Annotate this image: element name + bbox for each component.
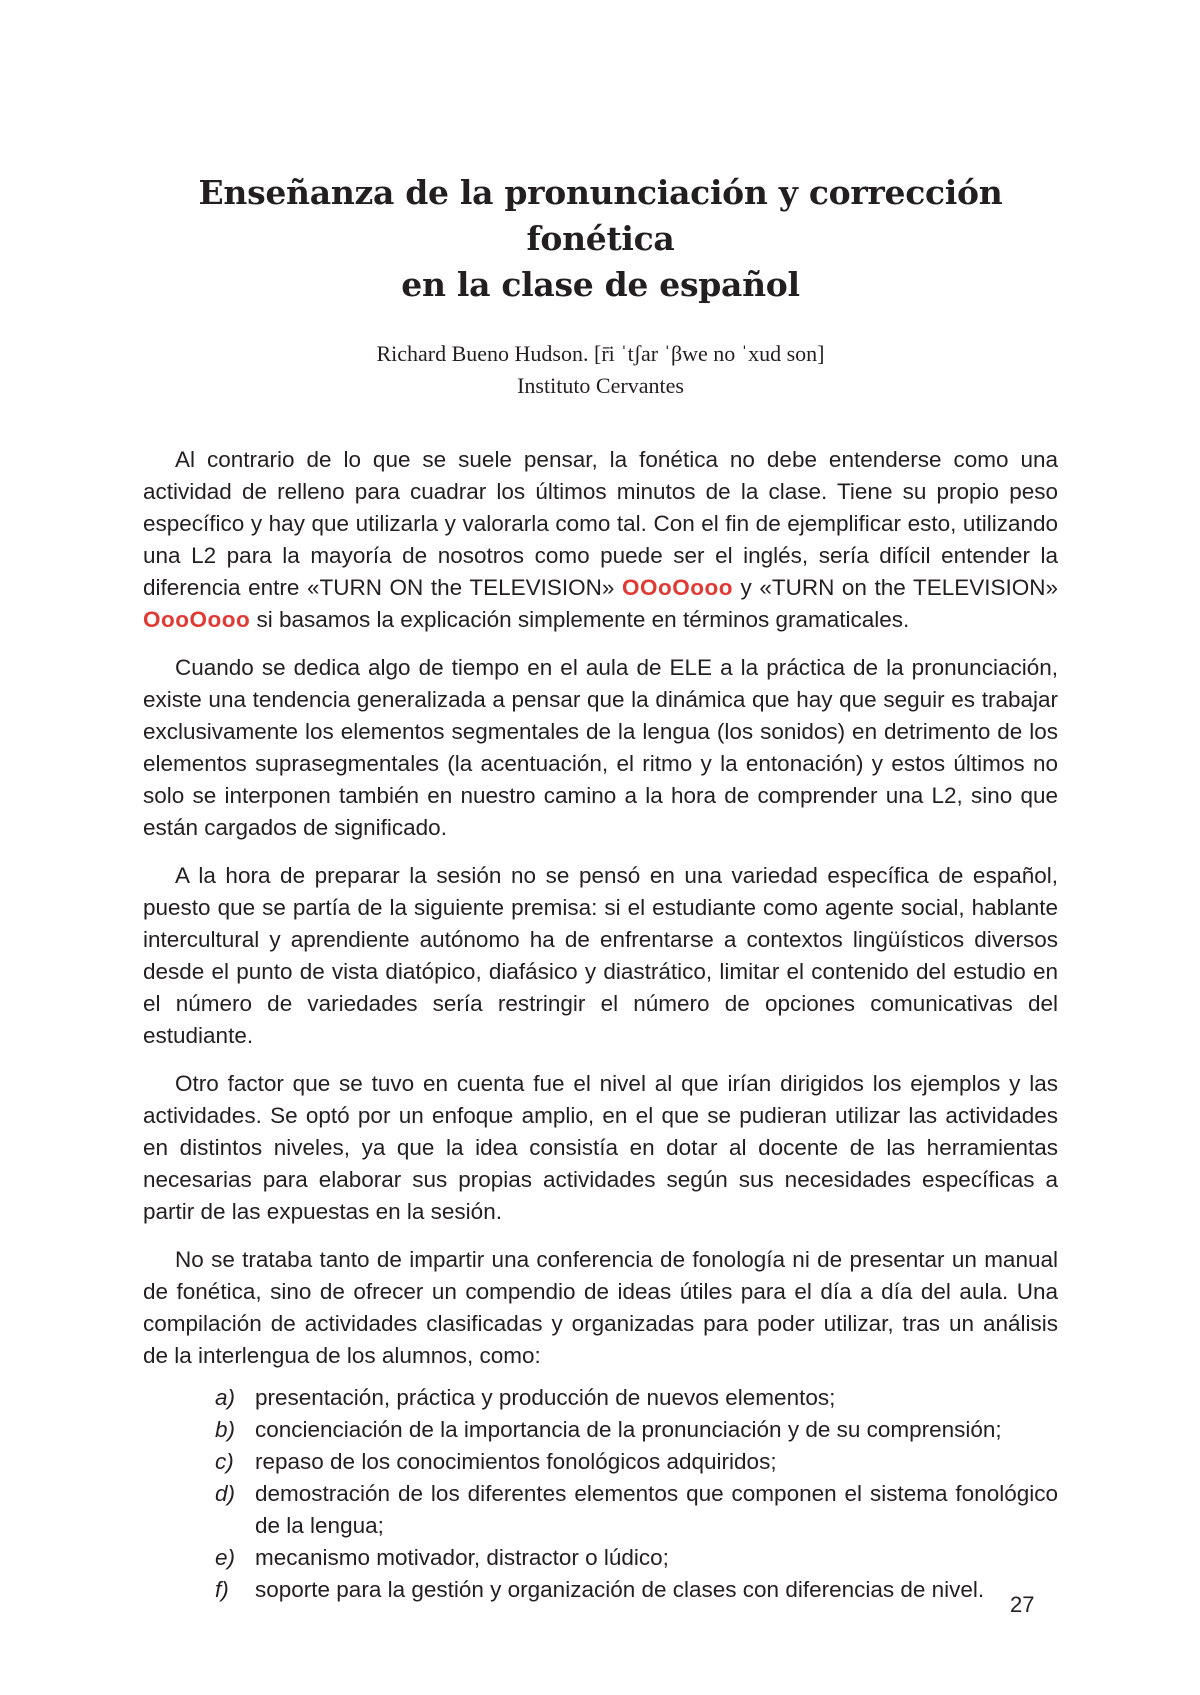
paragraph-1-text-b: y «TURN on the TELEVISION» [732, 575, 1058, 600]
list-item-text: demostración de los diferentes elementos que componen el sistema fonológico de la lengua; [255, 1481, 1058, 1538]
list-item-text: concienciación de la importancia de la pronunciación y de su comprensión; [255, 1417, 1002, 1442]
title-line-2: en la clase de español [401, 265, 800, 304]
stress-pattern-1: OOoOooo [621, 575, 733, 600]
list-item [143, 1574, 1058, 1606]
title-line-1: Enseñanza de la pronunciación y corrección fonética [198, 173, 1003, 258]
list-item-text: repaso de los conocimientos fonológicos adquiridos; [255, 1449, 777, 1474]
list-marker: f) [215, 1577, 229, 1602]
list-item [143, 1542, 1058, 1574]
author-institution: Instituto Cervantes [517, 373, 684, 398]
list-marker: b) [215, 1417, 236, 1442]
page-number: 27 [1010, 1592, 1035, 1617]
list-item [143, 1446, 1058, 1478]
article-title [143, 170, 1058, 308]
list-marker: d) [215, 1481, 236, 1506]
list-marker: e) [215, 1545, 236, 1570]
author-name: Richard Bueno Hudson. [r̄i ˈtʃar ˈβwe no ˈxud son] [376, 341, 825, 366]
list-item-text: presentación, práctica y producción de nuevos elementos; [255, 1385, 836, 1410]
author-block [143, 338, 1058, 402]
paragraph-1 [143, 444, 1058, 636]
usage-list [143, 1382, 1058, 1606]
list-item-text: soporte para la gestión y organización de clases con diferencias de nivel. [255, 1577, 985, 1602]
paragraph-1-text-a: Al contrario de lo que se suele pensar, la fonética no debe entenderse como una actividad de relleno para cuadrar los últimos minutos de la clase. Tiene su propio peso específico y hay que utilizarla y valorarla como tal. Con el fin de ejemplificar esto, utilizando una L2 para la mayoría de nosotros como puede ser el inglés, sería difícil entender la diferencia entre «TURN ON the TELEVISION» [143, 447, 1058, 600]
list-item [143, 1478, 1058, 1542]
list-item [143, 1414, 1058, 1446]
paragraph-3: A la hora de preparar la sesión no se pensó en una variedad específica de español, puesto que se partía de la siguiente premisa: si el estudiante como agente social, hablante intercultural y aprendiente autónomo ha de enfrentarse a contextos lingüísticos diversos desde el punto de vista diatópico, diafásico y diastrático, limitar el contenido del estudio en el número de variedades sería restringir el número de opciones comunicativas del estudiante. [143, 863, 1058, 1048]
stress-pattern-2: OooOooo [143, 607, 251, 632]
paragraph-1-text-c: si basamos la explicación simplemente en términos gramaticales. [250, 607, 910, 632]
document-page [143, 170, 1058, 1606]
list-marker: a) [215, 1385, 236, 1410]
paragraph-5: No se trataba tanto de impartir una conferencia de fonología ni de presentar un manual de fonética, sino de ofrecer un compendio de ideas útiles para el día a día del aula. Una compilación de actividades clasificadas y organizadas para poder utilizar, tras un análisis de la interlengua de los alumnos, como: [143, 1247, 1058, 1368]
list-marker: c) [215, 1449, 234, 1474]
paragraph-2: Cuando se dedica algo de tiempo en el aula de ELE a la práctica de la pronunciación, existe una tendencia generalizada a pensar que la dinámica que hay que seguir es trabajar exclusivamente los elementos segmentales de la lengua (los sonidos) en detrimento de los elementos suprasegmentales (la acentuación, el ritmo y la entonación) y estos últimos no solo se interponen también en nuestro camino a la hora de comprender una L2, sino que están cargados de significado. [143, 655, 1058, 840]
list-item-text: mecanismo motivador, distractor o lúdico; [255, 1545, 669, 1570]
list-item [143, 1382, 1058, 1414]
paragraph-4: Otro factor que se tuvo en cuenta fue el nivel al que irían dirigidos los ejemplos y las actividades. Se optó por un enfoque amplio, en el que se pudieran utilizar las actividades en distintos niveles, ya que la idea consistía en dotar al docente de las herramientas necesarias para elaborar sus propias actividades según sus necesidades específicas a partir de las expuestas en la sesión. [143, 1071, 1058, 1224]
